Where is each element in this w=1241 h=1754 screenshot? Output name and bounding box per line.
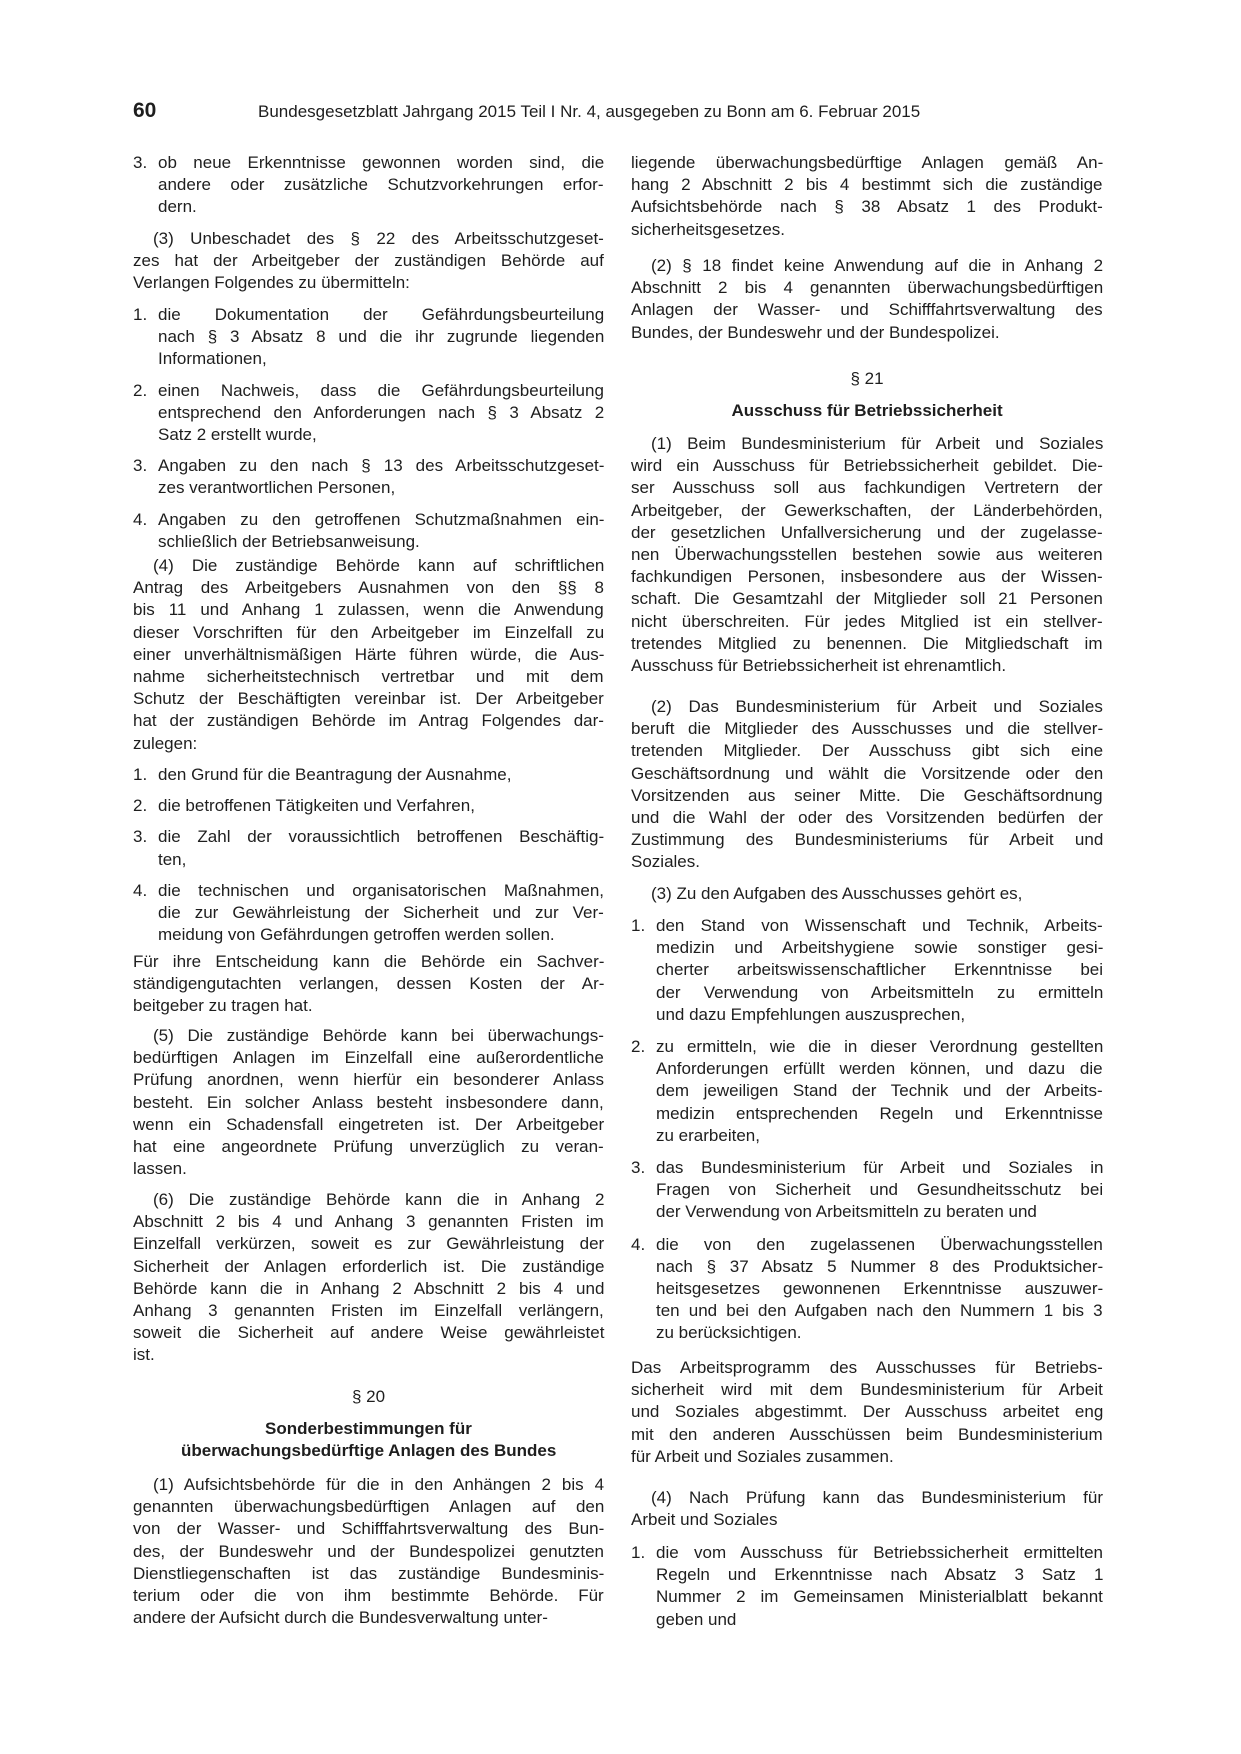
list-item-line: Anforderungen erfüllt werden können, und dazu die (656, 1059, 1103, 1079)
list-item-line: cherter arbeitswissenschaftlicher Erkenntnisse bei (656, 960, 1104, 980)
paragraph-3-line: (3) Unbeschadet des § 22 des Arbeitsschutzgeset- (153, 229, 604, 248)
section-21-paragraph-2-line: Zustimmung des Bundesministeriums für Arbeit und (631, 830, 1104, 850)
list-item-number: 3. (133, 827, 148, 847)
paragraph-6-line: Behörde kann die in Anhang 2 Abschnitt 2 bis 4 und (133, 1278, 605, 1298)
list-item-line: die betroffenen Tätigkeiten und Verfahren, (158, 796, 475, 816)
paragraph-5-line: Prüfung anordnen, wenn hierfür ein besonderer Anlass (133, 1070, 605, 1090)
section-21-paragraph-1-line: tretendes Mitglied zu benennen. Die Mitgliedschaft im (631, 633, 1103, 653)
paragraph-2-line: Abschnitt 2 bis 4 genannten überwachungsbedürftigen (631, 278, 1104, 298)
paragraph-6-line: Anhang 3 genannten Fristen im Einzelfall verlängern, (133, 1301, 604, 1320)
section-21-paragraph-2-line: tretenden Mitglieder. Der Ausschuss gibt sich eine (631, 741, 1104, 761)
list-item-line: die von den zugelassenen Überwachungsstellen (656, 1234, 1103, 1254)
list-item-line: die Dokumentation der Gefährdungsbeurteilung (158, 305, 605, 324)
section-21-paragraph-3-continuation-line: sicherheit wird mit dem Bundesministerium für Arbeit (631, 1380, 1103, 1400)
list-item-line: zu ermitteln, wie die in dieser Verordnung gestellten (656, 1037, 1104, 1056)
section-20-paragraph-1-line: terium oder die von ihm bestimmte Behörde. Für (133, 1586, 604, 1605)
section-21-paragraph-1-line: Arbeitgeber, der Gewerkschaften, der Länderbehörden, (631, 500, 1103, 520)
list-item-number: 2. (631, 1037, 646, 1056)
list-item-line: einen Nachweis, dass die Gefährdungsbeurteilung (158, 380, 604, 400)
list-item-line: heitsgesetzes gewonnenen Erkenntnisse auszuwer- (656, 1279, 1104, 1298)
list-item-line: Satz 2 erstellt wurde, (158, 425, 317, 444)
list-item-number: 4. (631, 1234, 646, 1254)
list-item-line: das Bundesministerium für Arbeit und Soziales in (656, 1158, 1104, 1177)
section-21-paragraph-3-line: (3) Zu den Aufgaben des Ausschusses gehört es, (651, 884, 1023, 903)
paragraph-4-line: hat der zuständigen Behörde im Antrag Folgendes dar- (133, 711, 604, 731)
section-21-paragraph-1-line: nicht überschreiten. Für jedes Mitglied ist ein stellver- (631, 611, 1103, 631)
paragraph-4-line: zulegen: (133, 733, 198, 753)
list-item-number: 1. (133, 305, 148, 324)
list-item-line: zes verantwortlichen Personen, (158, 478, 396, 498)
section-21-paragraph-3-continuation-line: Das Arbeitsprogramm des Ausschusses für Betriebs- (631, 1358, 1103, 1377)
section-21-paragraph-3-continuation-line: für Arbeit und Soziales zusammen. (631, 1446, 894, 1466)
section-21-paragraph-3-continuation-line: mit den anderen Ausschüssen beim Bundesministerium (631, 1424, 1103, 1444)
list-item-number: 2. (133, 380, 148, 400)
list-item-line: dern. (158, 197, 197, 217)
list-item-line: der Verwendung von Arbeitsmitteln zu beraten und (656, 1202, 1037, 1222)
list-item-line: ten, (158, 849, 187, 869)
list-item-line: Fragen von Sicherheit und Gesundheitsschutz bei (656, 1180, 1104, 1200)
section-21-paragraph-2-line: beruft die Mitglieder des Ausschusses und die stellver- (631, 719, 1104, 739)
list-item-number: 4. (133, 509, 148, 529)
section-21-paragraph-2-line: Geschäftsordnung und wählt die Vorsitzende oder den (631, 763, 1104, 783)
paragraph-5-line: besteht. Ein solcher Anlass besteht insbesondere dann, (133, 1092, 604, 1112)
section-21-paragraph-1-line: der gesetzlichen Unfallversicherung und der zugelasse- (631, 522, 1103, 542)
list-item-line: ob neue Erkenntnisse gewonnen worden sind, die (158, 153, 605, 172)
section-20-title: Sonderbestimmungen für (265, 1419, 472, 1438)
list-item-line: meidung von Gefährdungen getroffen werden sollen. (158, 925, 555, 945)
list-item-line: schließlich der Betriebsanweisung. (158, 531, 420, 551)
list-item-line: medizin entsprechenden Regeln und Erkenntnisse (656, 1103, 1103, 1123)
section-21-paragraph-2-line: (2) Das Bundesministerium für Arbeit und Soziales (651, 697, 1103, 716)
section-20-number: § 20 (352, 1387, 386, 1406)
section-21-paragraph-1-line: ser Ausschuss soll aus fachkundigen Vertretern der (631, 478, 1103, 498)
list-item-line: und dazu Empfehlungen auszusprechen, (656, 1004, 966, 1024)
list-item-line: nach § 3 Absatz 8 und die ihr zugrunde liegenden (158, 327, 605, 347)
section-20-title: überwachungsbedürftige Anlagen des Bundes (181, 1441, 557, 1460)
paragraph-4-continuation-line: beitgeber zu tragen hat. (133, 996, 313, 1016)
paragraph-2-line: (2) § 18 findet keine Anwendung auf die in Anhang 2 (651, 256, 1104, 275)
paragraph-continuation-line: sicherheitsgesetzes. (631, 219, 786, 239)
section-21-paragraph-2-line: Vorsitzenden aus seiner Mitte. Die Geschäftsordnung (631, 785, 1103, 805)
list-item-line: der Verwendung von Arbeitsmitteln zu ermitteln (656, 982, 1104, 1002)
paragraph-4-line: einer unverhältnismäßigen Härte führen würde, die Aus- (133, 644, 605, 664)
page-number: 60 (133, 99, 157, 122)
paragraph-5-line: (5) Die zuständige Behörde kann bei überwachungs- (153, 1026, 604, 1045)
section-21-paragraph-2-line: und die Wahl der oder des Vorsitzenden bedürfen der (631, 808, 1103, 827)
paragraph-4-line: (4) Die zuständige Behörde kann auf schriftlichen (153, 556, 605, 575)
list-item-line: nach § 37 Absatz 5 Nummer 8 des Produktsicher- (656, 1256, 1104, 1276)
list-item-line: die Zahl der voraussichtlich betroffenen Beschäftig- (158, 827, 605, 847)
list-item-line: die technischen und organisatorischen Maßnahmen, (158, 880, 605, 900)
section-21-paragraph-1-line: Ausschuss für Betriebssicherheit ist ehrenamtlich. (631, 656, 1007, 675)
list-item-line: dem jeweiligen Stand der Technik und der Arbeits- (656, 1081, 1103, 1101)
section-20-paragraph-1-line: Dienstliegenschaften ist das zuständige Bundesminis- (133, 1563, 605, 1583)
paragraph-4-continuation-line: ständigengutachten verlangen, dessen Kosten der Ar- (133, 974, 605, 994)
list-item-number: 1. (631, 916, 646, 935)
section-21-paragraph-1-line: wird ein Ausschuss für Betriebssicherheit gebildet. Die- (631, 456, 1103, 476)
list-item-number: 3. (133, 456, 148, 476)
section-21-paragraph-3-continuation-line: und Soziales abgestimmt. Der Ausschuss arbeitet eng (631, 1402, 1104, 1422)
list-item-line: andere oder zusätzliche Schutzvorkehrungen erfor- (158, 175, 604, 195)
list-item-line: geben und (656, 1609, 737, 1629)
paragraph-5-line: hat eine angeordnete Prüfung unverzüglich zu veran- (133, 1137, 604, 1156)
paragraph-4-line: Schutz der Beschäftigten vereinbar ist. Der Arbeitgeber (133, 689, 604, 709)
section-21-paragraph-1-line: (1) Beim Bundesministerium für Arbeit und Soziales (651, 434, 1104, 453)
paragraph-6-line: (6) Die zuständige Behörde kann die in Anhang 2 (153, 1190, 605, 1209)
paragraph-6-line: Sicherheit der Anlagen erforderlich ist. Die zuständige (133, 1256, 605, 1276)
paragraph-6-line: Einzelfall verkürzen, soweit es zur Gewährleistung der (133, 1234, 605, 1254)
paragraph-4-line: bis 11 und Anhang 1 zulassen, wenn die Anwendung (133, 600, 604, 620)
section-20-paragraph-1-line: genannten überwachungsbedürftigen Anlagen auf den (133, 1497, 605, 1517)
paragraph-2-line: Bundes, der Bundeswehr und der Bundespolizei. (631, 322, 1000, 342)
paragraph-5-line: lassen. (133, 1159, 187, 1179)
list-item-number: 1. (133, 765, 148, 784)
list-item-line: Informationen, (158, 349, 267, 369)
list-item-line: Regeln und Erkenntnisse nach Absatz 3 Satz 1 (656, 1565, 1104, 1585)
paragraph-continuation-line: hang 2 Abschnitt 2 bis 4 bestimmt sich die zuständige (631, 175, 1103, 195)
paragraph-6-line: soweit die Sicherheit auf andere Weise gewährleistet (133, 1323, 605, 1343)
section-20-paragraph-1-line: andere der Aufsicht durch die Bundesverwaltung unter- (133, 1608, 548, 1628)
list-item-number: 1. (631, 1543, 646, 1562)
running-header: Bundesgesetzblatt Jahrgang 2015 Teil I Nr. 4, ausgegeben zu Bonn am 6. Februar 2015 (258, 102, 921, 121)
list-item-line: medizin und Arbeitshygiene sowie sonstiger gesi- (656, 938, 1104, 958)
list-item-line: die vom Ausschuss für Betriebssicherheit ermittelten (656, 1543, 1104, 1562)
section-21-paragraph-1-line: nen Überwachungsstellen bestehen sowie aus weiteren (631, 545, 1103, 564)
section-21-paragraph-4-line: Arbeit und Soziales (631, 1510, 778, 1530)
paragraph-3-line: Verlangen Folgendes zu übermitteln: (133, 273, 410, 293)
list-item-line: den Stand von Wissenschaft und Technik, Arbeits- (656, 916, 1103, 935)
list-item-number: 3. (133, 153, 148, 172)
list-item-line: Nummer 2 im Gemeinsamen Ministerialblatt bekannt (656, 1587, 1103, 1607)
list-item-line: den Grund für die Beantragung der Ausnahme, (158, 765, 512, 784)
paragraph-continuation-line: Aufsichtsbehörde nach § 38 Absatz 1 des Produkt- (631, 197, 1103, 217)
list-item-line: die zur Gewährleistung der Sicherheit und zur Ver- (158, 903, 604, 922)
paragraph-6-line: Abschnitt 2 bis 4 und Anhang 3 genannten Fristen im (133, 1212, 604, 1232)
section-21-title: Ausschuss für Betriebssicherheit (731, 401, 1003, 420)
paragraph-5-line: bedürftigen Anlagen im Einzelfall eine außerordentliche (133, 1048, 604, 1068)
section-21-paragraph-1-line: schaft. Die Gesamtzahl der Mitglieder soll 21 Personen (631, 589, 1103, 609)
list-item-number: 4. (133, 880, 148, 900)
paragraph-6-line: ist. (133, 1345, 155, 1365)
paragraph-4-line: dieser Vorschriften für den Arbeitgeber im Einzelfall zu (133, 622, 605, 642)
list-item-line: entsprechend den Anforderungen nach § 3 Absatz 2 (158, 402, 605, 422)
paragraph-4-continuation-line: Für ihre Entscheidung kann die Behörde ein Sachver- (133, 952, 605, 971)
list-item-line: Angaben zu den getroffenen Schutzmaßnahmen ein- (158, 509, 605, 529)
section-21-paragraph-1-line: fachkundigen Personen, insbesondere aus der Wissen- (631, 567, 1103, 587)
list-item-number: 2. (133, 796, 148, 816)
list-item-number: 3. (631, 1158, 646, 1177)
paragraph-2-line: Anlagen der Wasser- und Schifffahrtsverwaltung des (631, 300, 1103, 320)
section-20-paragraph-1-line: (1) Aufsichtsbehörde für die in den Anhängen 2 bis 4 (153, 1475, 605, 1494)
list-item-line: zu erarbeiten, (656, 1125, 760, 1145)
paragraph-5-line: wenn ein Schadensfall eingetreten ist. Der Arbeitgeber (133, 1114, 605, 1134)
section-20-paragraph-1-line: von der Wasser- und Schifffahrtsverwaltung des Bun- (133, 1519, 605, 1539)
section-21-paragraph-4-line: (4) Nach Prüfung kann das Bundesministerium für (651, 1488, 1104, 1507)
list-item-line: Angaben zu den nach § 13 des Arbeitsschutzgeset- (158, 456, 605, 476)
paragraph-3-line: zes hat der Arbeitgeber der zuständigen Behörde auf (133, 251, 604, 271)
list-item-line: zu berücksichtigen. (656, 1323, 802, 1343)
paragraph-4-line: Antrag des Arbeitgebers Ausnahmen von den §§ 8 (133, 578, 604, 598)
paragraph-4-line: nahme sicherheitstechnisch vertretbar und mit dem (133, 667, 604, 686)
section-21-paragraph-2-line: Soziales. (631, 852, 700, 872)
section-20-paragraph-1-line: des, der Bundeswehr und der Bundespolizei genutzten (133, 1541, 605, 1561)
list-item-line: ten und bei den Aufgaben nach den Nummern 1 bis 3 (656, 1301, 1103, 1321)
paragraph-continuation-line: liegende überwachungsbedürftige Anlagen gemäß An- (631, 153, 1104, 172)
section-21-number: § 21 (850, 369, 884, 388)
